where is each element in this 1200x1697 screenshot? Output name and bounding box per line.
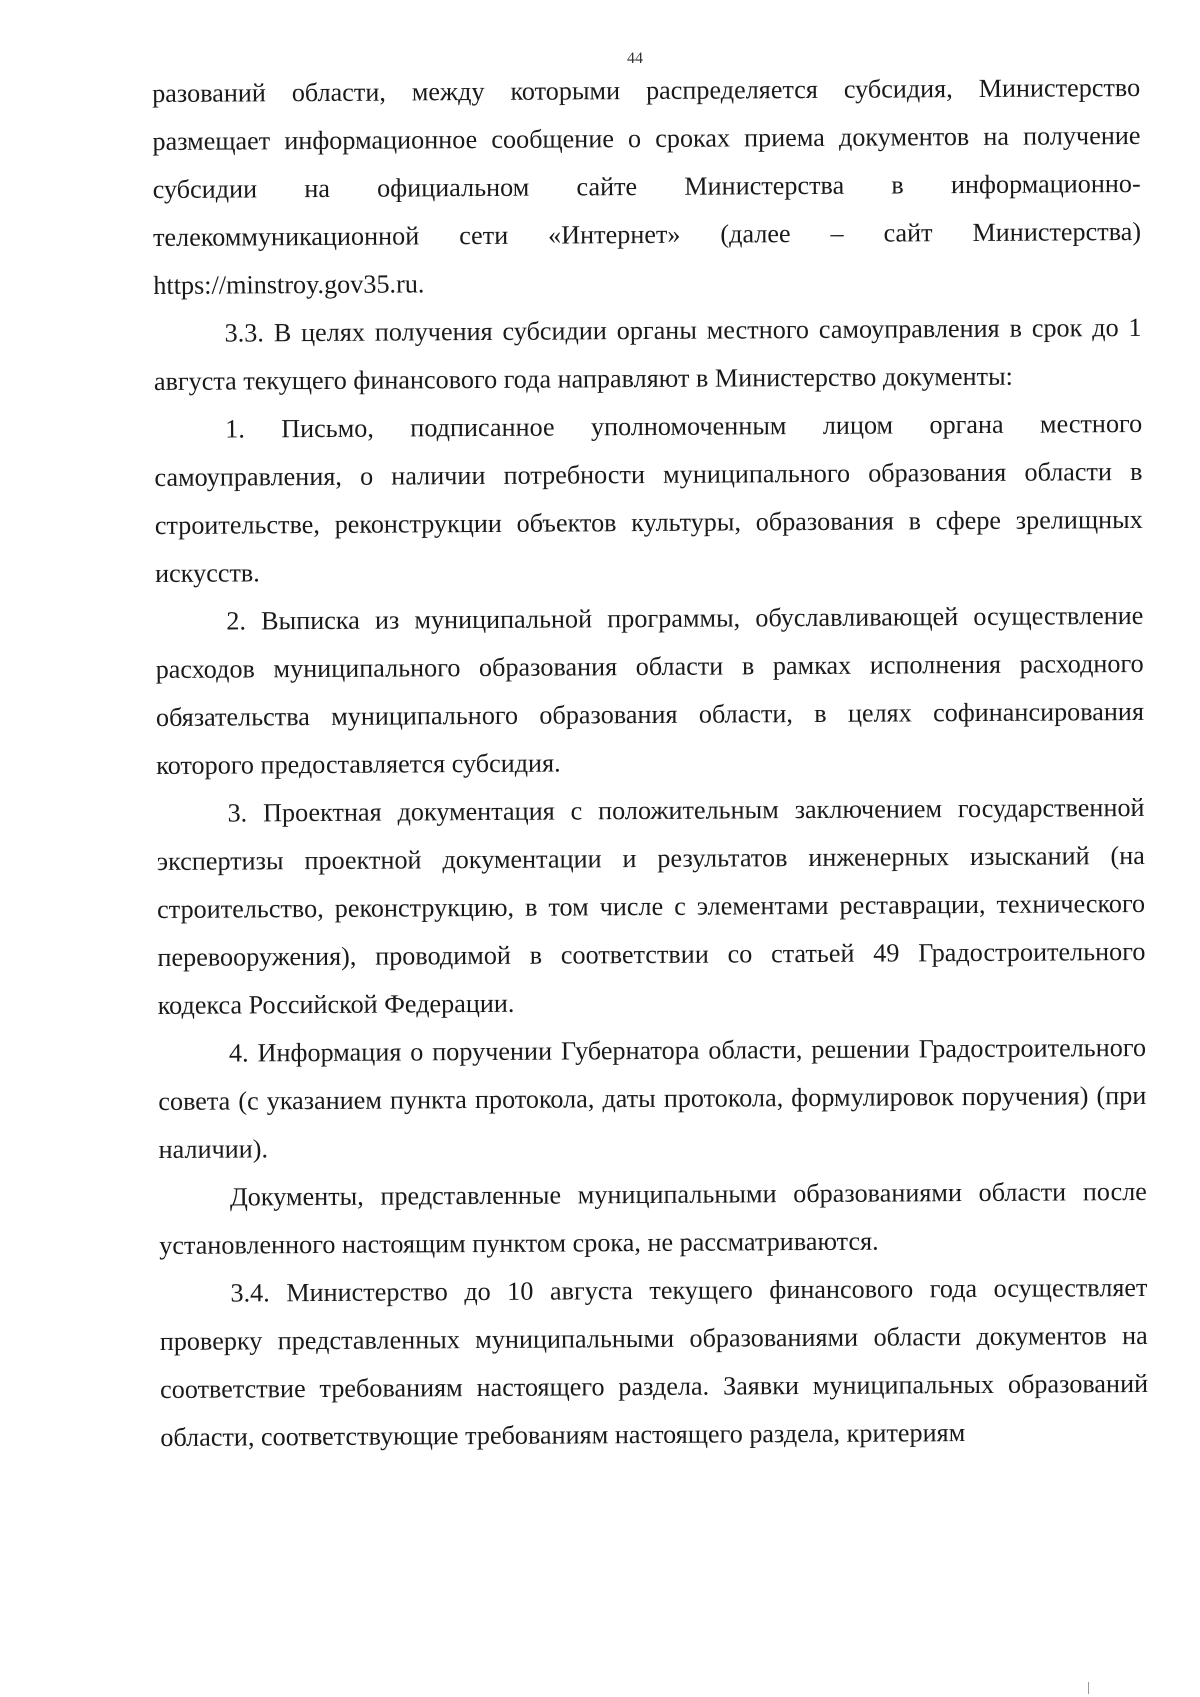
paragraph-deadline-note: Документы, представленные муниципальными образованиями области после установленного настоящим пунктом срока, не рассматриваются. [159, 1176, 1147, 1260]
list-item-3: 3. Проектная документация с положительным заключением государственной экспертизы проектной документации и результатов инженерных изысканий (на строительство, реконструкцию, в том числе с элементами реставрации, технического перевооружения), проводимой в соответствии со статьей 49 Градостроительного кодекса Российской Федерации. [156, 792, 1146, 1020]
list-item-2: 2. Выписка из муниципальной программы, обуславливающей осуществление расходов муниципального образования области в рамках исполнения расходного обязательства муниципального образования области, в целях софинансирования которого предоставляется субсидия. [155, 600, 1145, 780]
page-number: 44 [627, 50, 643, 67]
document-body [152, 64, 1148, 1462]
paragraph-continuation: разований области, между которыми распределяется субсидия, Министерство размещает информационное сообщение о сроках приема документов на получение субсидии на официальном сайте Министерства в информационно-телекоммуникационной сети «Интернет» (далее – сайт Министерства) https://minstroy.gov35.ru. [152, 72, 1142, 300]
list-item-1: 1. Письмо, подписанное уполномоченным лицом органа местного самоуправления, о наличии потребности муниципального образования области в строительстве, реконструкции объектов культуры, образования в сфере зрелищных искусств. [154, 408, 1143, 588]
paragraph-3-3: 3.3. В целях получения субсидии органы местного самоуправления в срок до 1 августа текущего финансового года направляют в Министерство документы: [153, 312, 1142, 396]
paragraph-3-4: 3.4. Министерство до 10 августа текущего финансового года осуществляет проверку представленных муниципальными образованиями области документов на соответствие требованиям настоящего раздела. Заявки муниципальных образований области, соответствующие требованиям настоящего раздела, критериям [159, 1272, 1149, 1452]
list-item-4: 4. Информация о поручении Губернатора области, решении Градостроительного совета (с указанием пункта протокола, даты протокола, формулировок поручения) (при наличии). [158, 1032, 1147, 1164]
scan-mark [1088, 1682, 1089, 1694]
